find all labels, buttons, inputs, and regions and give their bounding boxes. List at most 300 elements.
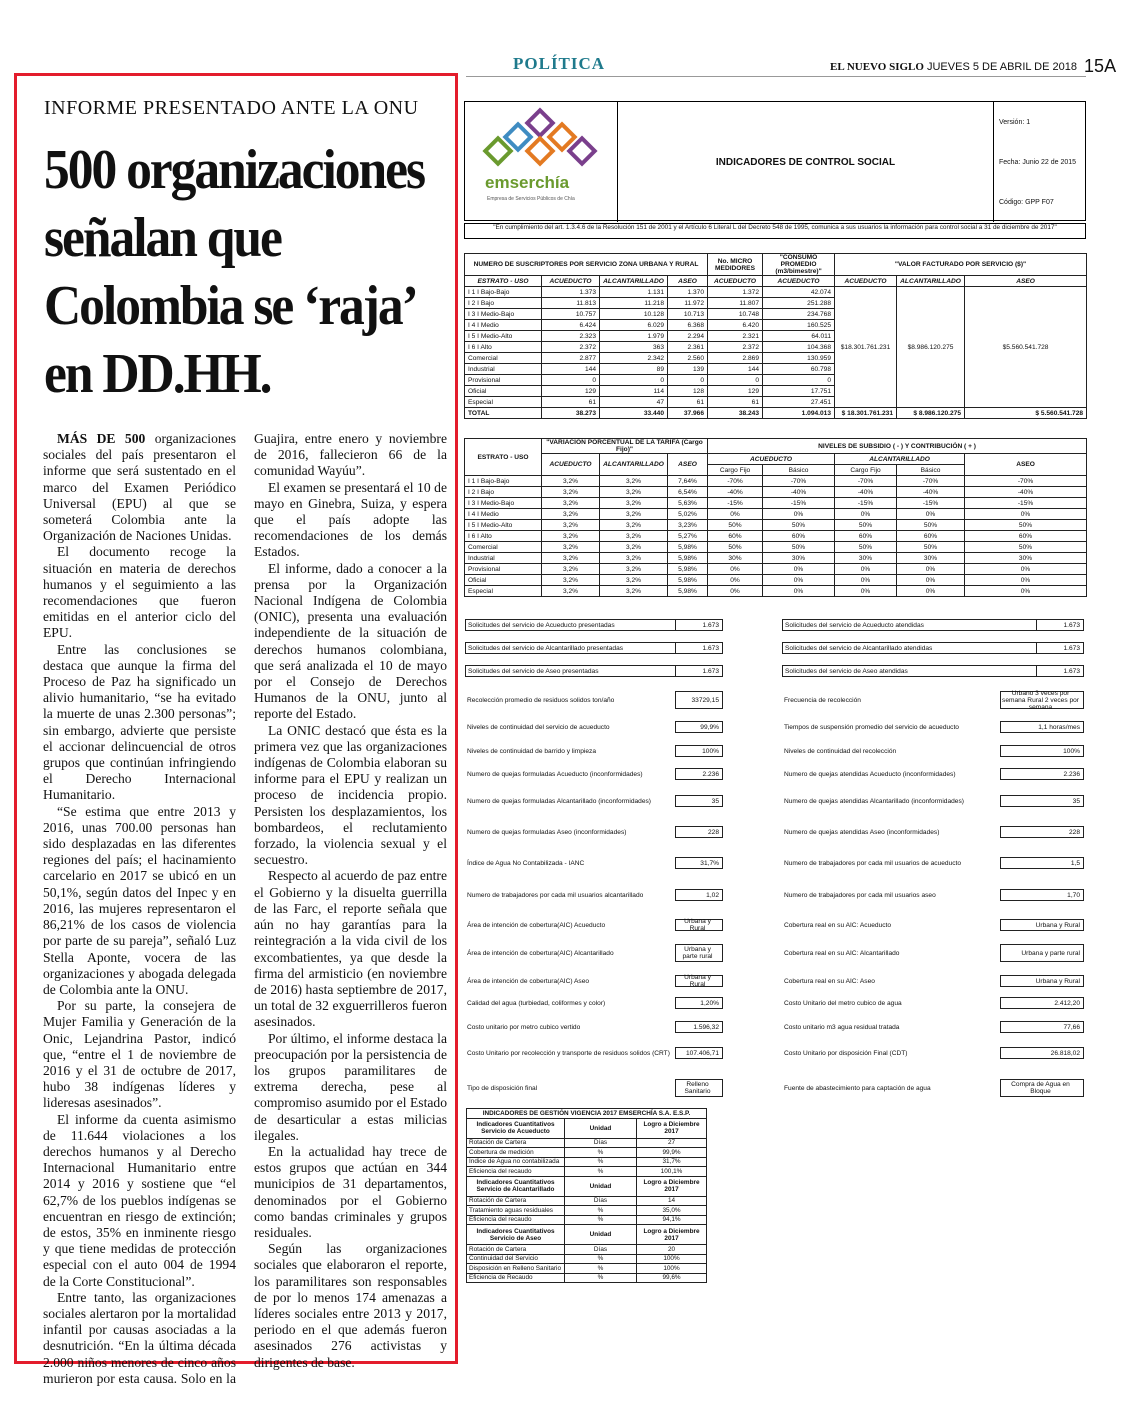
- t2-cell: I 2 I Bajo: [465, 487, 542, 498]
- t2-cell: 5,02%: [668, 509, 708, 520]
- management-cell: %: [565, 1157, 637, 1167]
- t1-cell: 2.372: [708, 342, 763, 353]
- t2-cell: -15%: [835, 498, 897, 509]
- t2-col-acueducto: ACUEDUCTO: [542, 454, 600, 476]
- document-meta: [994, 102, 1087, 222]
- t1-cell: 2.361: [668, 342, 708, 353]
- t2-cell: -40%: [897, 487, 965, 498]
- indicator-value: Urbana y Rural: [1000, 919, 1084, 931]
- t2-cell: Industrial: [465, 553, 542, 564]
- t1-cell: 2.321: [708, 331, 763, 342]
- t2-cell: 3,2%: [600, 564, 668, 575]
- indicator-label: Cobertura real en su AIC: Aseo: [784, 977, 875, 985]
- indicator-value: 26.818,02: [1000, 1047, 1084, 1059]
- management-row: [467, 1215, 707, 1225]
- t2-row: [465, 586, 1087, 597]
- t1-cell: 64.011: [763, 331, 835, 342]
- document-version: Versión: 1: [999, 118, 1031, 126]
- t1-col-header: ALCANTARILLADO: [897, 276, 965, 287]
- indicator-left: [465, 889, 723, 901]
- t1-cell: 144: [542, 364, 600, 375]
- t2-cell: 7,64%: [668, 476, 708, 487]
- t2-cell: 30%: [708, 553, 763, 564]
- t2-cell: 30%: [835, 553, 897, 564]
- t1-cell: 2.560: [668, 353, 708, 364]
- t2-cell: -40%: [708, 487, 763, 498]
- t1-cell: 144: [708, 364, 763, 375]
- t2-cell: 0%: [763, 509, 835, 520]
- indicator-label: Numero de quejas atendidas Alcantarillado (inconformidades): [784, 797, 964, 805]
- t2-group-alcantarillado: ALCANTARILLADO: [835, 454, 965, 465]
- indicator-label: Niveles de continuidad de barrido y limpieza: [467, 747, 597, 755]
- t1-cell: 2.294: [668, 331, 708, 342]
- t1-cell: 1.370: [668, 287, 708, 298]
- t1-cell: 6.424: [542, 320, 600, 331]
- t1-total-cell: $ 5.560.541.728: [965, 408, 1087, 419]
- t1-header-suscriptores: NUMERO DE SUSCRIPTORES POR SERVICIO ZONA URBANA Y RURAL: [465, 254, 708, 276]
- management-cell: 20: [637, 1245, 707, 1255]
- t1-cell: 363: [600, 342, 668, 353]
- management-row: [467, 1254, 707, 1264]
- indicator-label: Cobertura real en su AIC: Alcantarillado: [784, 949, 900, 957]
- t1-cell: 10.748: [708, 309, 763, 320]
- indicator-value: 31,7%: [675, 857, 723, 869]
- t1-total-cell: 37.966: [668, 408, 708, 419]
- t2-cell: 3,2%: [600, 487, 668, 498]
- indicator-right: [782, 826, 1084, 838]
- t1-cell: 1.979: [600, 331, 668, 342]
- management-cell: Cobertura de medición: [467, 1148, 565, 1158]
- indicator-label: Numero de quejas atendidas Acueducto (inconformidades): [784, 770, 956, 778]
- request-presented: [465, 619, 723, 631]
- t1-cell: 128: [668, 386, 708, 397]
- article-paragraph: Respecto al acuerdo de paz entre el Gobierno y la disuelta guerrilla de las Farc, el reporte señala que aún no hay garantías para la reintegración a la vida civil de los excombatientes, ya que desde la firma del armisticio (en noviembre de 2016) hasta septiembre de 2017, un total de 32 exguerrilleros fueron asesinados.: [254, 868, 447, 1030]
- indicator-label: Fuente de abastecimiento para captación de agua: [784, 1084, 931, 1092]
- indicator-value: 228: [675, 826, 723, 838]
- indicator-label: Área de intención de cobertura(AIC) Aseo: [467, 977, 590, 985]
- indicator-label: Costo unitario por metro cubico vertido: [467, 1023, 581, 1031]
- t2-row: [465, 564, 1087, 575]
- t1-cell: 10.757: [542, 309, 600, 320]
- indicator-label: Recolección promedio de residuos solidos ton/año: [467, 696, 615, 704]
- t2-cell: 3,2%: [542, 498, 600, 509]
- indicator-label: Área de intención de cobertura(AIC) Alcantarillado: [467, 949, 614, 957]
- t1-cell: 6.368: [668, 320, 708, 331]
- indicator-value: 77,66: [1000, 1021, 1084, 1033]
- t2-cell: 0%: [708, 586, 763, 597]
- management-cell: %: [565, 1273, 637, 1283]
- indicator-right: [782, 919, 1084, 931]
- indicator-value: Urbana y Rural: [675, 975, 723, 987]
- indicator-label: Costo Unitario por disposición Final (CDT): [784, 1049, 908, 1057]
- indicator-value: 1,1 horas/mes: [1000, 721, 1084, 733]
- t2-cell: 60%: [965, 531, 1087, 542]
- article-paragraph: Por último, el informe destaca la preocupación por la persistencia de los grupos paramilitares de extrema derecha, pese al compromiso asumido por el Estado de desarticular a estas milicias ilegales.: [254, 1030, 447, 1143]
- t1-cell: 61: [668, 397, 708, 408]
- t2-cell: 6,54%: [668, 487, 708, 498]
- t2-cell: -70%: [965, 476, 1087, 487]
- management-group-header: [467, 1118, 707, 1138]
- t2-cell: 50%: [763, 542, 835, 553]
- indicator-value: 2.412,20: [1000, 997, 1084, 1009]
- t2-cell: 5,98%: [668, 564, 708, 575]
- indicator-value: 35: [1000, 795, 1084, 807]
- t1-cell: 89: [600, 364, 668, 375]
- request-label: Solicitudes del servicio de Alcantarillado atendidas: [782, 642, 1036, 654]
- t2-cell: 50%: [965, 542, 1087, 553]
- t2-row: [465, 542, 1087, 553]
- t2-cell: Provisional: [465, 564, 542, 575]
- t1-cell: 61: [542, 397, 600, 408]
- t1-cell: 11.807: [708, 298, 763, 309]
- t2-cell: -70%: [835, 476, 897, 487]
- t1-cell: 60.798: [763, 364, 835, 375]
- article-paragraph: En la actualidad hay trece de estos grupos que actúan en 344 municipios de 31 departamentos, denominados por el Gobierno como bandas criminales y grupos residuales.: [254, 1143, 447, 1240]
- indicator-label: Numero de quejas formuladas Alcantarillado (inconformidades): [467, 797, 651, 805]
- indicator-left: [465, 721, 723, 733]
- t2-cell: 3,2%: [600, 531, 668, 542]
- indicator-value: Urbana y Rural: [675, 919, 723, 931]
- t2-cell: 60%: [897, 531, 965, 542]
- t2-col-aseo: ASEO: [668, 454, 708, 476]
- logo-icon: [465, 102, 618, 222]
- indicator-left: [465, 1079, 723, 1097]
- management-unit-header: Unidad: [565, 1176, 637, 1196]
- t2-cell: 50%: [835, 520, 897, 531]
- t2-sub-basico: Básico: [897, 465, 965, 476]
- t2-cell: 0%: [897, 575, 965, 586]
- t1-cell: 42.074: [763, 287, 835, 298]
- t2-header-variacion: "VARIACIÓN PORCENTUAL DE LA TARIFA (Cargo Fijo)": [542, 439, 708, 454]
- t2-row: [465, 476, 1087, 487]
- management-cell: Continuidad del Servicio: [467, 1254, 565, 1264]
- indicator-value: Urbano 3 veces por semana Rural 2 veces por semana: [1000, 691, 1084, 709]
- indicator-label: Índice de Agua No Contabilizada - IANC: [467, 859, 585, 867]
- t1-cell: 2.877: [542, 353, 600, 364]
- management-cell: Días: [565, 1245, 637, 1255]
- request-attended: [782, 619, 1084, 631]
- t2-cell: I 5 I Medio-Alto: [465, 520, 542, 531]
- management-cell: %: [565, 1264, 637, 1274]
- panel-title: INDICADORES DE CONTROL SOCIAL: [618, 102, 994, 222]
- t2-cell: 3,2%: [542, 575, 600, 586]
- indicator-left: [465, 919, 723, 931]
- t2-cell: -15%: [965, 498, 1087, 509]
- t1-total-row: [465, 408, 1087, 419]
- management-goal-header: Logro a Diciembre 2017: [637, 1118, 707, 1138]
- t1-cell: Industrial: [465, 364, 542, 375]
- indicator-label: Costo Unitario por recolección y transporte de residuos solidos (CRT): [467, 1049, 670, 1057]
- indicator-label: Numero de quejas formuladas Aseo (inconformidades): [467, 828, 627, 836]
- indicator-value: 100%: [675, 745, 723, 757]
- t2-cell: 0%: [763, 586, 835, 597]
- t2-cell: 30%: [763, 553, 835, 564]
- article-lead: MÁS DE 500: [57, 431, 146, 446]
- indicator-label: Numero de quejas formuladas Acueducto (inconformidades): [467, 770, 643, 778]
- t1-cell: 11.218: [600, 298, 668, 309]
- t1-cell: 1.373: [542, 287, 600, 298]
- management-group-title: Indicadores Cuantitativos Servicio de Acueducto: [467, 1118, 565, 1138]
- management-cell: %: [565, 1167, 637, 1177]
- indicator-value: 1,02: [675, 889, 723, 901]
- t2-cell: 0%: [835, 575, 897, 586]
- indicator-left: [465, 691, 723, 709]
- article-paragraph: Por su parte, la consejera de Mujer Familia y Generación de la Onic, Lejandrina Pastor, indicó que, “entre el 1 de noviembre de 2016 y el 31 de octubre de 2017, hubo 38 indígenas líderes y lideresas asesinados”.: [43, 998, 236, 1111]
- t2-cell: 0%: [897, 564, 965, 575]
- indicator-right: [782, 1021, 1084, 1033]
- t2-cell: 0%: [965, 575, 1087, 586]
- indicator-value: 228: [1000, 826, 1084, 838]
- t1-cell: Especial: [465, 397, 542, 408]
- article-paragraph: El informe da cuenta asimismo de 11.644 violaciones a los derechos humanos y al Derecho Internacional Humanitario entre 2014 y 2016 y sostiene que “el 62,7% de los pueblos indígenas se encuentran en riesgo de extinción; de estos, 35% en inminente riesgo y que tiene medidas de protección especial con el auto 004 de 1994 de la Corte Constitucional”.: [43, 1111, 236, 1289]
- management-goal-header: Logro a Diciembre 2017: [637, 1176, 707, 1196]
- management-cell: %: [565, 1254, 637, 1264]
- indicator-label: Tipo de disposición final: [467, 1084, 538, 1092]
- indicator-right: [782, 795, 1084, 807]
- t2-cell: Oficial: [465, 575, 542, 586]
- subscribers-table: [464, 253, 1087, 419]
- t2-cell: 3,2%: [542, 542, 600, 553]
- indicator-left: [465, 997, 723, 1009]
- indicator-right: [782, 721, 1084, 733]
- request-attended: [782, 665, 1084, 677]
- t1-valor-cell: $18.301.761.231: [835, 287, 897, 408]
- t2-cell: 5,98%: [668, 575, 708, 586]
- t2-cell: -40%: [835, 487, 897, 498]
- t2-cell: 50%: [835, 542, 897, 553]
- t1-cell: 11.813: [542, 298, 600, 309]
- indicator-value: 107.406,71: [675, 1047, 723, 1059]
- t2-col-alcantarillado: ALCANTARILLADO: [600, 454, 668, 476]
- management-cell: Días: [565, 1196, 637, 1206]
- t2-cell: -15%: [763, 498, 835, 509]
- t2-row: [465, 553, 1087, 564]
- t2-row: [465, 531, 1087, 542]
- article-body: [43, 431, 447, 1387]
- indicator-right: [782, 768, 1084, 780]
- t2-cell: 60%: [835, 531, 897, 542]
- indicator-value: Urbana y parte rural: [1000, 944, 1084, 962]
- t1-cell: 160.525: [763, 320, 835, 331]
- t1-total-cell: TOTAL: [465, 408, 542, 419]
- indicator-right: [782, 745, 1084, 757]
- t2-cell: -15%: [708, 498, 763, 509]
- indicator-value: 1,70: [1000, 889, 1084, 901]
- t1-cell: 0: [708, 375, 763, 386]
- t2-cell: I 6 I Alto: [465, 531, 542, 542]
- indicator-label: Niveles de continuidad del servicio de acueducto: [467, 723, 610, 731]
- t1-cell: 130.959: [763, 353, 835, 364]
- article-paragraph: El informe, dado a conocer a la prensa por la Organización Nacional Indígena de Colombia (ONIC), presenta una evaluación independiente de la situación de derechos humanos colombiana, que será analizada el 10 de mayo por el Consejo de Derechos Humanos de la ONU, junto al reporte del Estado.: [254, 560, 447, 722]
- legal-note: "En cumplimiento del art. 1.3.4.6 de la Resolución 151 de 2001 y el Artículo 6 Literal L del Decreto 548 de 1995, comunica a sus usuarios la información para control social a 31 de diciembre de 2017": [464, 223, 1086, 239]
- management-group-title: Indicadores Cuantitativos Servicio de Aseo: [467, 1225, 565, 1245]
- management-cell: Tratamiento aguas residuales: [467, 1206, 565, 1216]
- request-label: Solicitudes del servicio de Aseo presentadas: [465, 665, 675, 677]
- t1-col-header: ALCANTARILLADO: [600, 276, 668, 287]
- indicator-left: [465, 857, 723, 869]
- indicator-left: [465, 975, 723, 987]
- t1-valor-cell: $8.986.120.275: [897, 287, 965, 408]
- t1-cell: I 6 I Alto: [465, 342, 542, 353]
- indicator-right: [782, 944, 1084, 962]
- t2-cell: 3,2%: [600, 542, 668, 553]
- t2-cell: Especial: [465, 586, 542, 597]
- t1-cell: 0: [542, 375, 600, 386]
- management-cell: Eficiencia del recaudo: [467, 1215, 565, 1225]
- indicator-value: 33729,15: [675, 691, 723, 709]
- t1-cell: 2.869: [708, 353, 763, 364]
- indicator-label: Área de intención de cobertura(AIC) Acueducto: [467, 921, 606, 929]
- indicator-left: [465, 795, 723, 807]
- t1-header-micro: No. MICRO MEDIDORES: [708, 254, 763, 276]
- t2-sub-cargo: Cargo Fijo: [708, 465, 763, 476]
- t1-cell: 1.372: [708, 287, 763, 298]
- request-label: Solicitudes del servicio de Acueducto presentadas: [465, 619, 675, 631]
- request-value: 1.673: [675, 642, 723, 654]
- indicator-label: Numero de quejas atendidas Aseo (inconformidades): [784, 828, 940, 836]
- t2-row: [465, 575, 1087, 586]
- t2-cell: 60%: [763, 531, 835, 542]
- t2-cell: 0%: [763, 575, 835, 586]
- management-row: [467, 1245, 707, 1255]
- management-group-header: [467, 1225, 707, 1245]
- publication-name: EL NUEVO SIGLO: [830, 61, 924, 73]
- request-label: Solicitudes del servicio de Acueducto atendidas: [782, 619, 1036, 631]
- document-date: Fecha: Junio 22 de 2015: [999, 158, 1077, 166]
- identification-box: [464, 101, 1086, 221]
- t2-sub-cargo: Cargo Fijo: [835, 465, 897, 476]
- t1-cell: 0: [600, 375, 668, 386]
- t2-cell: 5,27%: [668, 531, 708, 542]
- indicator-right: [782, 889, 1084, 901]
- t1-cell: 0: [668, 375, 708, 386]
- indicator-value: Urbana y Rural: [1000, 975, 1084, 987]
- t1-col-header: ACUEDUCTO: [835, 276, 897, 287]
- management-table: [466, 1108, 707, 1283]
- indicator-label: Calidad del agua (turbiedad, coliformes y color): [467, 999, 606, 1007]
- t2-cell: 0%: [708, 564, 763, 575]
- management-cell: Eficiencia de Recaudo: [467, 1273, 565, 1283]
- page-number: 15A: [1084, 56, 1117, 76]
- management-cell: %: [565, 1206, 637, 1216]
- t2-cell: 5,98%: [668, 542, 708, 553]
- t2-row: [465, 498, 1087, 509]
- t1-cell: I 5 I Medio-Alto: [465, 331, 542, 342]
- indicator-label: Cobertura real en su AIC: Acueducto: [784, 921, 892, 929]
- t2-cell: 3,2%: [542, 520, 600, 531]
- indicator-label: Niveles de continuidad del recolección: [784, 747, 897, 755]
- t2-cell: 0%: [965, 564, 1087, 575]
- t2-cell: 3,2%: [600, 586, 668, 597]
- t2-cell: 3,2%: [542, 564, 600, 575]
- management-cell: 27: [637, 1138, 707, 1148]
- company-logo: [465, 102, 618, 222]
- t2-cell: 3,2%: [542, 476, 600, 487]
- t1-cell: 234.768: [763, 309, 835, 320]
- t1-cell: I 1 I Bajo-Bajo: [465, 287, 542, 298]
- t1-cell: 27.451: [763, 397, 835, 408]
- t2-cell: 50%: [708, 520, 763, 531]
- t2-cell: 50%: [763, 520, 835, 531]
- t1-cell: 11.972: [668, 298, 708, 309]
- indicator-label: Costo Unitario del metro cubico de agua: [784, 999, 902, 1007]
- management-cell: 14: [637, 1196, 707, 1206]
- management-row: [467, 1157, 707, 1167]
- indicator-left: [465, 1047, 723, 1059]
- t2-cell: 30%: [897, 553, 965, 564]
- management-row: [467, 1264, 707, 1274]
- issue-date: JUEVES 5 DE ABRIL DE 2018: [926, 61, 1077, 73]
- t2-cell: 0%: [897, 586, 965, 597]
- t2-cell: 30%: [965, 553, 1087, 564]
- tariff-subsidy-table: [464, 438, 1087, 597]
- t2-cell: 0%: [763, 564, 835, 575]
- request-value: 1.673: [675, 619, 723, 631]
- t2-cell: 60%: [708, 531, 763, 542]
- article-headline: 500 organizaciones señalan que Colombia se ‘raja’ en DD.HH.: [44, 139, 424, 405]
- indicator-label: Numero de trabajadores por cada mil usuarios alcantarillado: [467, 891, 644, 899]
- article-kicker: INFORME PRESENTADO ANTE LA ONU: [44, 97, 419, 119]
- t2-cell: 0%: [708, 509, 763, 520]
- t1-cell: 1.131: [600, 287, 668, 298]
- article-paragraph: “Se estima que entre 2013 y 2016, unas 700.00 personas han sido desplazadas en las diferentes regiones del país; el hacinamiento carcelario en 2017 se ubicó en un 50,1%, según datos del Inpec y en 2016, las mujeres representaron el 86,21% de los casos de violencia por parte de su pareja”, señaló Luz Stella Aponte, vocera de las organizaciones y abogada delegada de Colombia ante la ONU.: [43, 803, 236, 997]
- t1-col-header: ASEO: [668, 276, 708, 287]
- management-row: [467, 1196, 707, 1206]
- t1-cell: 139: [668, 364, 708, 375]
- t2-cell: 50%: [708, 542, 763, 553]
- t2-group-aseo: ASEO: [965, 454, 1087, 476]
- document-code: Código: GPP F07: [999, 198, 1054, 206]
- t2-cell: I 3 I Medio-Bajo: [465, 498, 542, 509]
- t2-cell: 0%: [835, 564, 897, 575]
- indicator-left: [465, 1021, 723, 1033]
- t2-cell: I 1 I Bajo-Bajo: [465, 476, 542, 487]
- t2-cell: 3,2%: [600, 509, 668, 520]
- management-row: [467, 1206, 707, 1216]
- t1-cell: Oficial: [465, 386, 542, 397]
- indicator-value: 2.236: [1000, 768, 1084, 780]
- logo-tagline: Empresa de Servicios Públicos de Chía: [487, 196, 575, 202]
- t2-row: [465, 509, 1087, 520]
- t1-col-header: ASEO: [965, 276, 1087, 287]
- t1-cell: 129: [708, 386, 763, 397]
- indicator-value: 2.236: [675, 768, 723, 780]
- t1-cell: 2.323: [542, 331, 600, 342]
- t1-cell: 129: [542, 386, 600, 397]
- indicator-value: Compra de Agua en Bloque: [1000, 1079, 1084, 1097]
- indicator-label: Tiempos de suspensión promedio del servicio de acueducto: [784, 723, 959, 731]
- indicator-left: [465, 944, 723, 962]
- article-frame: [14, 73, 458, 1386]
- t2-cell: -70%: [708, 476, 763, 487]
- t1-cell: I 2 I Bajo: [465, 298, 542, 309]
- section-title: POLÍTICA: [513, 54, 606, 73]
- t1-cell: Comercial: [465, 353, 542, 364]
- indicator-label: Costo unitario m3 agua residual tratada: [784, 1023, 900, 1031]
- t1-cell: 2.372: [542, 342, 600, 353]
- t1-col-header: ACUEDUCTO: [542, 276, 600, 287]
- management-group-title: Indicadores Cuantitativos Servicio de Alcantarillado: [467, 1176, 565, 1196]
- indicator-right: [782, 975, 1084, 987]
- t2-cell: 3,2%: [600, 553, 668, 564]
- t2-cell: 50%: [897, 520, 965, 531]
- t1-cell: 61: [708, 397, 763, 408]
- management-cell: Días: [565, 1138, 637, 1148]
- t2-cell: 3,2%: [542, 586, 600, 597]
- indicator-value: Urbana y parte rural: [675, 944, 723, 962]
- management-cell: Indice de Agua no contabilizada: [467, 1157, 565, 1167]
- request-attended: [782, 642, 1084, 654]
